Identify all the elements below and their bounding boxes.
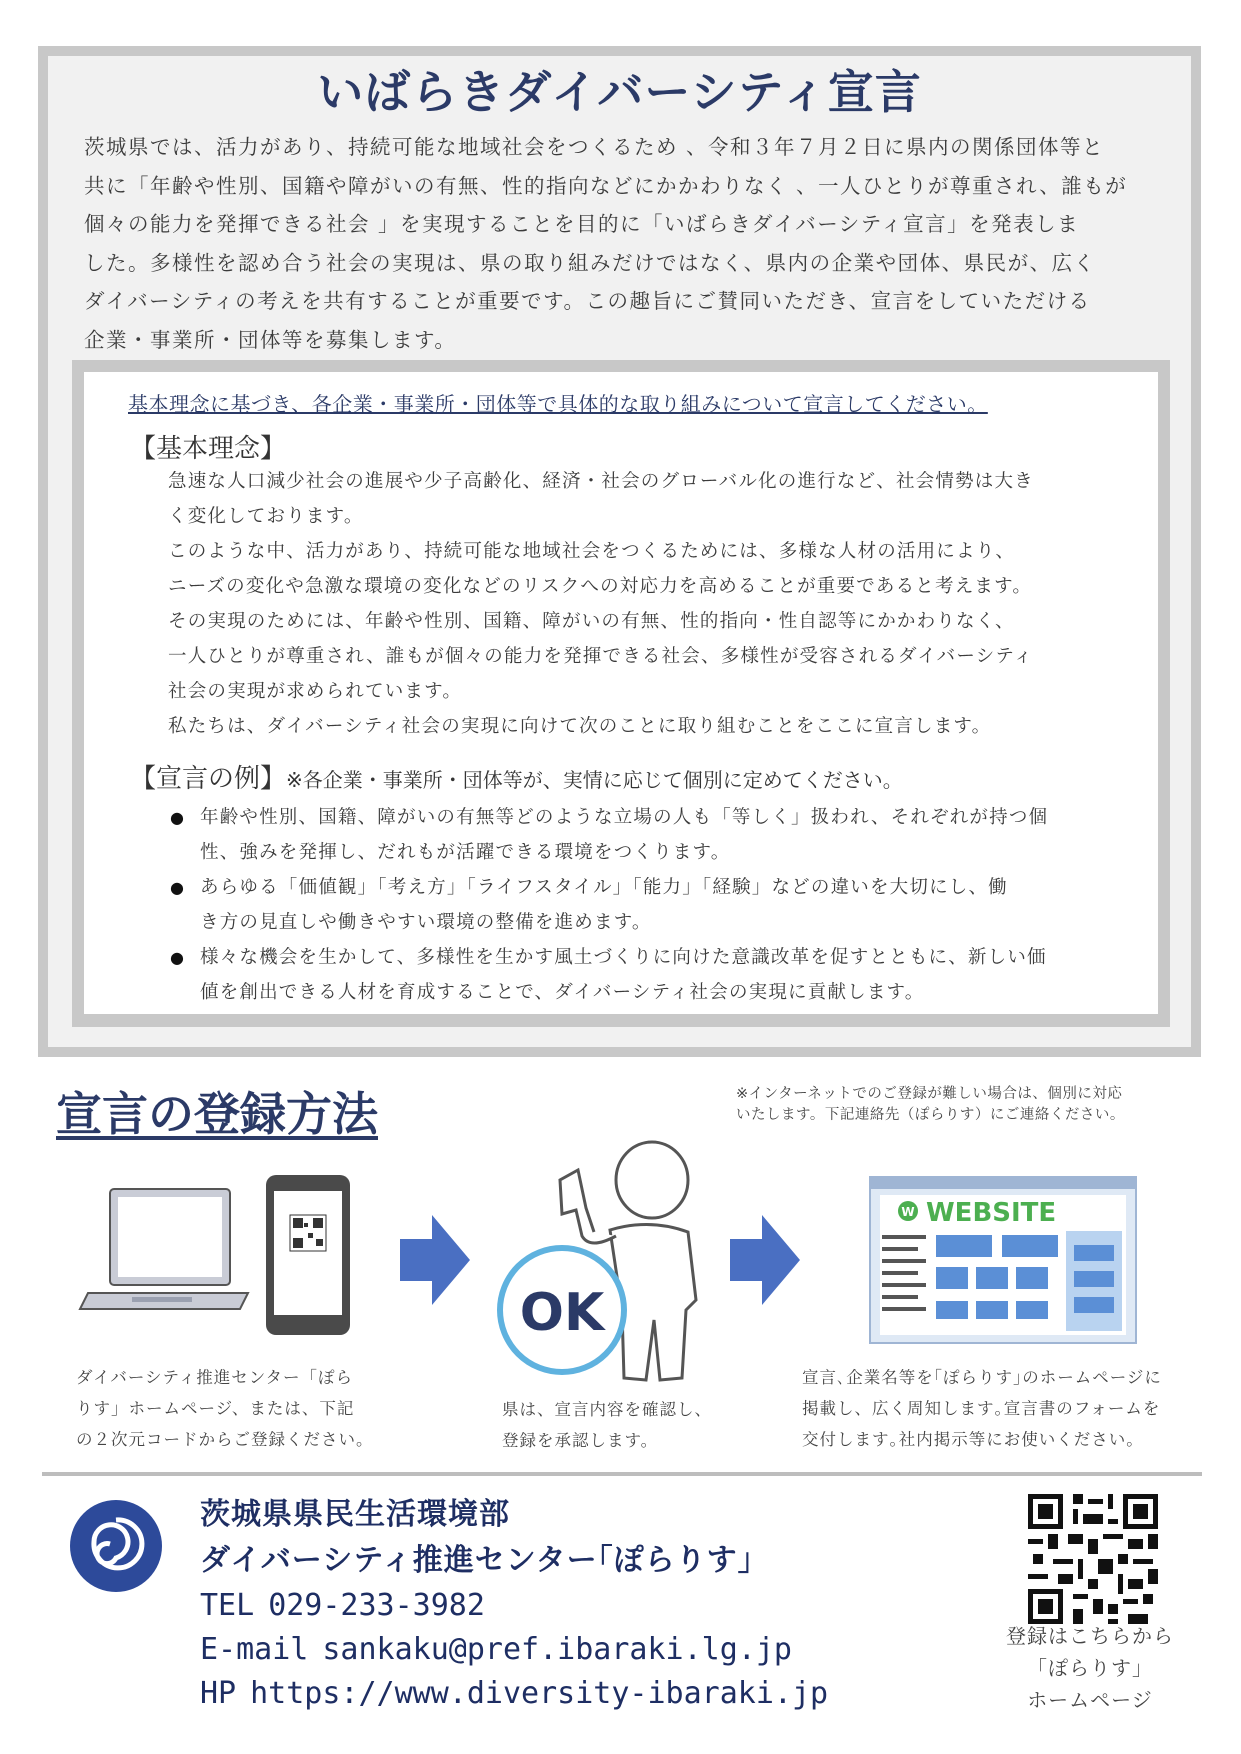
laptop-icon (80, 1189, 248, 1309)
step2-text (502, 1394, 712, 1456)
person-ok-illustration (490, 1140, 730, 1390)
qr-caption-line: ホームページ (1027, 1688, 1153, 1712)
list-item (170, 940, 1130, 1010)
email-row (200, 1628, 842, 1672)
hp-link[interactable]: https://www.diversity-ibaraki.jp (250, 1676, 829, 1711)
website-label: WEBSITE (926, 1198, 1057, 1228)
department-name: 茨城県県民生活環境部 (200, 1497, 510, 1532)
ok-label: OK (519, 1283, 605, 1343)
example-line: き方の見直しや働きやすい環境の整備を進めます。 (200, 912, 652, 933)
principle-line: ニーズの変化や急激な環境の変化などのリスクへの対応力を高めることが重要であると考えます。 (168, 576, 1033, 597)
ibaraki-logo-icon (66, 1496, 166, 1596)
intro-line: 共に「年齢や性別、国籍や障がいの有無、性的指向などにかかわりなく 、一人ひとりが尊重され、誰もが (84, 173, 1128, 198)
principle-line: 一人ひとりが尊重され、誰もが個々の能力を発揮できる社会、多様性が受容されるダイバーシティ (168, 646, 1034, 667)
principle-line: その実現のためには、年齢や性別、国籍、障がいの有無、性的指向・性自認等にかかわりなく、 (168, 611, 1015, 632)
tel-label: TEL (200, 1588, 255, 1623)
arrow-right-icon (400, 1215, 470, 1305)
step-line: の２次元コードからご登録ください。 (76, 1430, 374, 1449)
qr-code-icon[interactable] (1028, 1494, 1158, 1624)
intro-text (84, 128, 1159, 359)
list-item (170, 870, 1130, 940)
principle-heading: 【基本理念】 (130, 434, 287, 464)
example-heading-row (130, 758, 903, 795)
step-line: 県は、宣言内容を確認し、 (502, 1400, 712, 1419)
principle-line: く変化しております。 (168, 506, 364, 527)
note-line: いたします。下記連絡先（ぽらりす）にご連絡ください。 (736, 1107, 1125, 1123)
example-line: ● あらゆる「価値観」「考え方」「ライフスタイル」「能力」「経験」などの違いを大切にし、働 (200, 877, 1008, 898)
tel-row (200, 1584, 842, 1628)
step-line: ダイバーシティ推進センター「ぽら (76, 1368, 354, 1387)
example-line: ● 年齢や性別、国籍、障がいの有無等どのような立場の人も「等しく」扱われ、それぞれが持つ個 (200, 807, 1049, 828)
email-link[interactable]: sankaku@pref.ibaraki.lg.jp (322, 1632, 792, 1667)
intro-line: ダイバーシティの考えを共有することが重要です。この趣旨にご賛同いただき、宣言をしていただける (84, 289, 1091, 313)
step-line: りす」ホームページ、または、下記 (76, 1399, 355, 1418)
example-heading: 【宣言の例】 (130, 764, 287, 794)
page-title: いばらきダイバーシティ宣言 (317, 65, 922, 119)
registration-note (736, 1084, 1186, 1126)
hp-row (200, 1672, 842, 1716)
qr-caption (990, 1620, 1190, 1716)
email-label: E-mail (200, 1632, 309, 1667)
laptop-phone-illustration (70, 1175, 360, 1355)
step3-text (802, 1362, 1162, 1455)
principle-text (168, 464, 1128, 744)
principle-line: 私たちは、ダイバーシティ社会の実現に向けて次のことに取り組むことをここに宣言します。 (168, 716, 992, 737)
list-item (170, 800, 1130, 870)
note-line: ※インターネットでのご登録が難しい場合は、個別に対応 (736, 1086, 1123, 1102)
principle-line: このような中、活力があり、持続可能な地域社会をつくるためには、多様な人材の活用により、 (168, 541, 1016, 562)
principle-line: 社会の実現が求められています。 (168, 681, 463, 702)
svg-text:W: W (901, 1205, 915, 1219)
example-line: 値を創出できる人材を育成することで、ダイバーシティ社会の実現に貢献します。 (200, 982, 925, 1003)
smartphone-icon (266, 1175, 350, 1335)
example-line: 性、強みを発揮し、だれもが活躍できる環境をつくります。 (200, 842, 731, 863)
example-list (170, 800, 1130, 1010)
intro-line: 企業・事業所・団体等を募集します。 (84, 327, 457, 352)
contact-block (200, 1492, 842, 1716)
hp-label: HP (200, 1676, 237, 1711)
example-line: ● 様々な機会を生かして、多様性を生かす風土づくりに向けた意識改革を促すとともに、新しい価 (200, 947, 1047, 968)
step-line: 宣言､企業名等を｢ぽらりす｣のホームページに (802, 1368, 1162, 1387)
center-name: ダイバーシティ推進センター｢ぽらりす｣ (200, 1543, 754, 1578)
qr-caption-line: 「ぽらりす」 (1027, 1656, 1153, 1680)
step1-text (76, 1362, 374, 1455)
instruction-text: 基本理念に基づき、各企業・事業所・団体等で具体的な取り組みについて宣言してください。 (128, 392, 988, 416)
section-divider (42, 1472, 1202, 1476)
qr-caption-line: 登録はこちらから (1006, 1624, 1174, 1648)
registration-title: 宣言の登録方法 (56, 1087, 378, 1141)
step-line: 掲載し、広く周知します｡宣言書のフォームを (802, 1399, 1161, 1418)
principle-line: 急速な人口減少社会の進展や少子高齢化、経済・社会のグローバル化の進行など、社会情勢は大き (168, 471, 1034, 492)
tel-value: 029-233-3982 (268, 1588, 485, 1623)
intro-line: した。多様性を認め合う社会の実現は、県の取り組みだけではなく、県内の企業や団体、県民が、広く (84, 250, 1096, 275)
website-illustration (868, 1175, 1138, 1345)
intro-line: 個々の能力を発揮できる社会 」を実現することを目的に「いばらきダイバーシティ宣言」を発表しま (84, 212, 1080, 236)
example-note: ※各企業・事業所・団体等が、実情に応じて個別に定めてください。 (286, 768, 903, 792)
intro-line: 茨城県では、活力があり、持続可能な地域社会をつくるため 、令和３年７月２日に県内の関係団体等と (84, 135, 1105, 159)
step-line: 交付します｡社内掲示等にお使いください。 (802, 1430, 1144, 1449)
arrow-right-icon (730, 1215, 800, 1305)
step-line: 登録を承認します。 (502, 1431, 659, 1450)
